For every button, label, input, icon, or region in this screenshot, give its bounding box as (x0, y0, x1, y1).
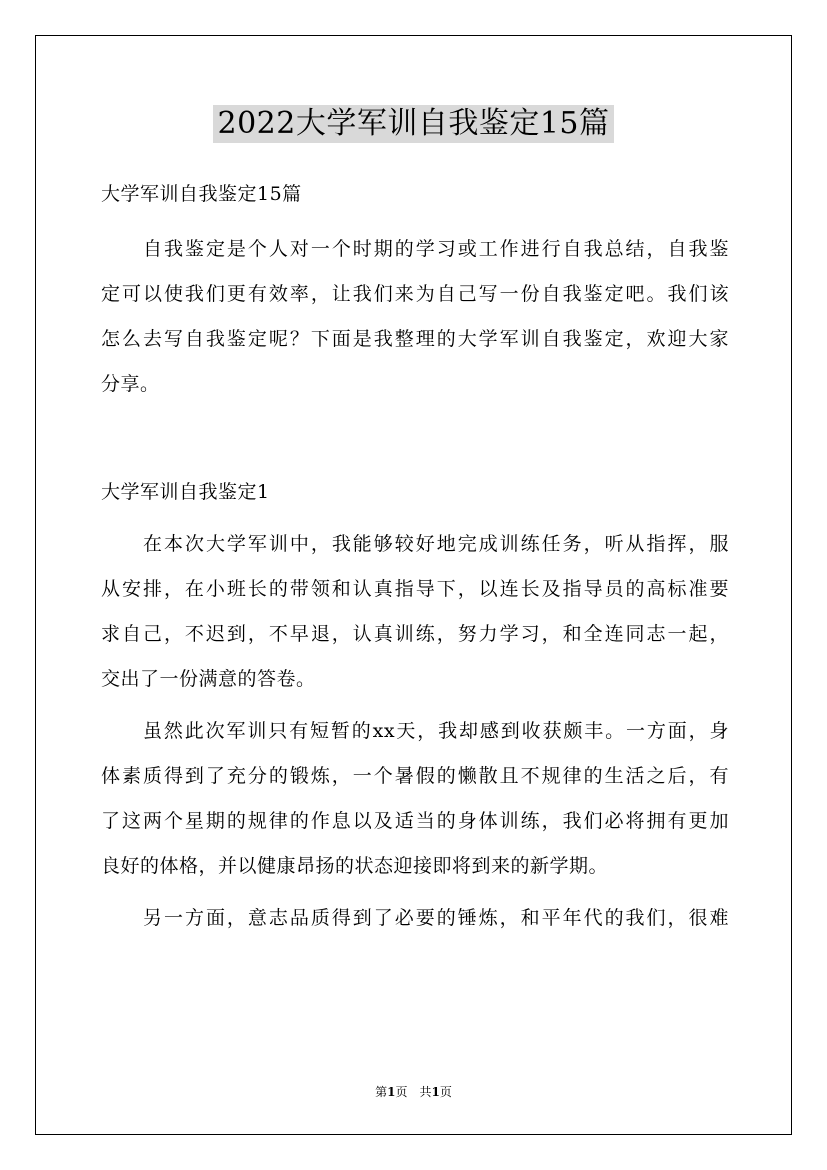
page-footer (0, 1084, 827, 1100)
paragraph-line: 体素质得到了充分的锻炼，一个暑假的懒散且不规律的生活之后，有 (101, 765, 729, 787)
footer-page-mid: 页 共 (395, 1085, 432, 1099)
document-title (0, 103, 827, 143)
footer-page-total: 1 (431, 1085, 440, 1099)
paragraph-line: 定可以使我们更有效率，让我们来为自己写一份自我鉴定吧。我们该 (101, 283, 729, 305)
paragraph-line: 交出了一份满意的答卷。 (101, 668, 316, 690)
paragraph-line: 怎么去写自我鉴定呢？下面是我整理的大学军训自我鉴定，欢迎大家 (101, 328, 729, 350)
paragraph-1 (101, 522, 729, 702)
document-title-text: 2022大学军训自我鉴定15篇 (213, 105, 613, 143)
document-subtitle: 大学军训自我鉴定15篇 (101, 183, 302, 205)
footer-page-suffix: 页 (439, 1085, 452, 1099)
paragraph-line: 在本次大学军训中，我能够较好地完成训练任务，听从指挥，服 (143, 533, 729, 555)
paragraph-line: 分享。 (101, 373, 160, 395)
footer-page-number: 1 (387, 1085, 396, 1099)
paragraph-line: 自我鉴定是个人对一个时期的学习或工作进行自我总结，自我鉴 (143, 238, 729, 260)
paragraph-line: 虽然此次军训只有短暂的xx天，我却感到收获颇丰。一方面，身 (143, 720, 729, 742)
paragraph-line: 另一方面，意志品质得到了必要的锤炼，和平年代的我们，很难 (143, 907, 729, 929)
paragraph-line: 良好的体格，并以健康昂扬的状态迎接即将到来的新学期。 (101, 855, 609, 877)
intro-paragraph (101, 227, 729, 407)
paragraph-line: 从安排，在小班长的带领和认真指导下，以连长及指导员的高标准要 (101, 578, 729, 600)
paragraph-3 (101, 896, 729, 941)
paragraph-line: 求自己，不迟到，不早退，认真训练，努力学习，和全连同志一起， (101, 623, 729, 645)
footer-page-prefix: 第 (375, 1085, 388, 1099)
document-body (101, 172, 729, 941)
paragraph-line: 了这两个星期的规律的作息以及适当的身体训练，我们必将拥有更加 (101, 810, 729, 832)
section-heading: 大学军训自我鉴定1 (101, 481, 270, 503)
paragraph-2 (101, 709, 729, 889)
